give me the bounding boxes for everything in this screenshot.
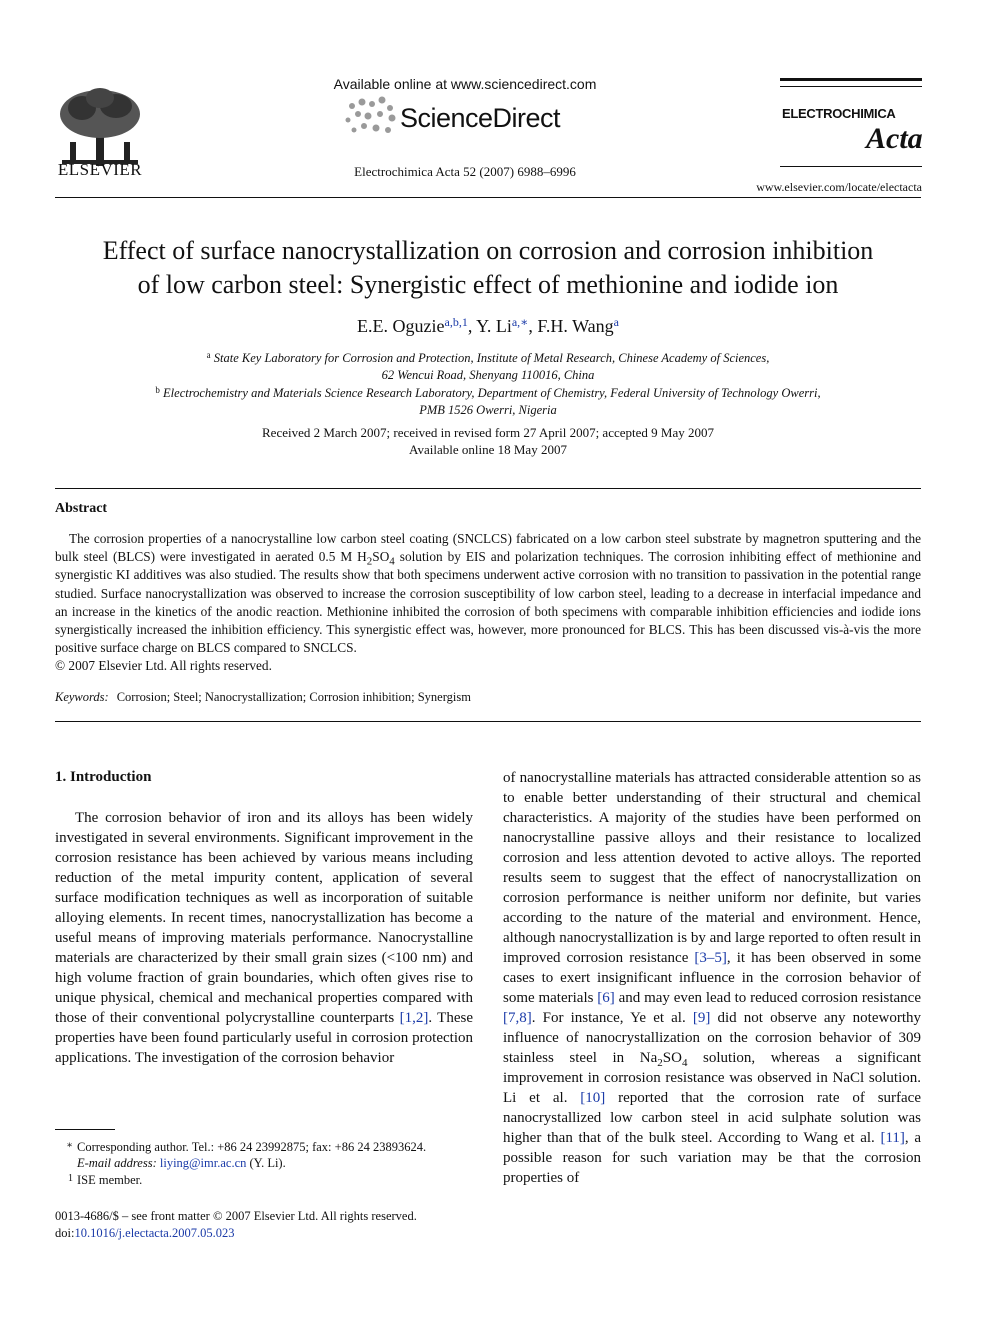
keywords-list: Corrosion; Steel; Nanocrystallization; Corrosion inhibition; Synergism	[116, 690, 471, 704]
affiliation	[55, 385, 921, 419]
email-label: E-mail address:	[77, 1156, 157, 1170]
left-column-text	[55, 808, 473, 1068]
footnote-mark: ∗	[66, 1140, 73, 1151]
reference-link[interactable]: [11]	[880, 1130, 905, 1146]
available-date: Available online 18 May 2007	[409, 442, 567, 457]
doi-label: doi:	[55, 1226, 75, 1240]
article-history	[55, 424, 921, 458]
received-dates: Received 2 March 2007; received in revised form 27 April 2007; accepted 9 May 2007	[262, 425, 714, 440]
author-affiliation-mark[interactable]: a	[613, 315, 619, 329]
body-text: and may even lead to reduced corrosion resistance	[614, 990, 921, 1006]
keywords	[55, 690, 921, 705]
available-online-notice[interactable]: Available online at www.sciencedirect.com	[333, 76, 597, 92]
title-line: Effect of surface nanocrystallization on corrosion and corrosion inhibition	[102, 236, 874, 265]
body-text: . These properties have been found particularly useful in corrosion protection applications. The investigation of the corrosion behavior	[55, 1010, 474, 1066]
author-affiliation-mark[interactable]: a,b,1	[444, 315, 468, 329]
footnote-rule	[55, 1129, 115, 1130]
reference-link[interactable]: [9]	[692, 1010, 711, 1026]
abstract-body	[55, 530, 921, 676]
journal-logo-rule	[780, 86, 922, 87]
journal-logo-title: ELECTROCHIMICA	[782, 106, 896, 121]
keywords-label: Keywords:	[55, 690, 109, 704]
author-affiliation-mark[interactable]: a,∗	[511, 315, 529, 329]
sciencedirect-brand: ScienceDirect	[400, 103, 561, 133]
article-title	[55, 234, 921, 302]
publisher-name: ELSEVIER	[57, 160, 143, 179]
affiliation-line: State Key Laboratory for Corrosion and Protection, Institute of Metal Research, Chinese Academy of Sciences,	[213, 351, 770, 365]
affiliation-line: 62 Wencui Road, Shenyang 110016, China	[381, 368, 595, 382]
reference-link[interactable]: [10]	[580, 1090, 606, 1106]
affiliation	[55, 350, 921, 384]
footnote-corresponding	[55, 1138, 473, 1188]
journal-logo-rule	[780, 78, 922, 81]
abstract-text: The corrosion properties of a nanocrystalline low carbon steel coating (SNCLCS) fabricated on a low carbon steel substrate by magnetron sputtering and the bulk steel (BLCS) were investigated in aerated 0.5 M H	[55, 531, 921, 565]
abstract-top-rule	[55, 488, 921, 489]
body-text: of nanocrystalline materials has attracted considerable attention so as to enable better understanding of their structural and chemical characteristics. A majority of the studies have been performed on nanocrystalline passive alloys and their resistance to localized corrosion and less attention devoted to active alloys. The reported results seem to suggest that the effect of nanocrystallization on corrosion performance is neither uniform nor definite, but varies according to the nature of the material and environment. Hence, although nanocrystallization is by and large reported to often result in improved corrosion resistance	[503, 770, 921, 966]
email-link[interactable]: liying@imr.ac.cn	[159, 1156, 247, 1170]
author-name: Y. Li	[476, 316, 512, 336]
author-list	[55, 316, 921, 337]
footnote-text: ISE member.	[77, 1173, 143, 1187]
affiliation-mark: b	[155, 385, 160, 395]
author-separator: ,	[467, 316, 477, 336]
front-matter	[55, 1208, 417, 1242]
journal-logo-rule	[780, 166, 922, 167]
issn-line: 0013-4686/$ – see front matter © 2007 Elsevier Ltd. All rights reserved.	[55, 1209, 417, 1223]
affiliation-line: Electrochemistry and Materials Science Research Laboratory, Department of Chemistry, Federal University of Technology Owerri,	[163, 386, 821, 400]
reference-link[interactable]: [7,8]	[503, 1010, 532, 1026]
title-line: of low carbon steel: Synergistic effect of methionine and iodide ion	[137, 270, 839, 299]
abstract-heading: Abstract	[55, 501, 108, 516]
subscript: 4	[389, 555, 395, 568]
footnote-text: Corresponding author. Tel.: +86 24 23992875; fax: +86 24 23893624.	[77, 1140, 427, 1154]
subscript: 2	[366, 555, 373, 568]
subscript: 4	[681, 1057, 688, 1069]
journal-logo-acta: Acta	[866, 122, 923, 155]
journal-citation: Electrochimica Acta 52 (2007) 6988–6996	[354, 164, 576, 179]
section-heading-introduction: 1. Introduction	[55, 769, 152, 785]
body-text: reported that the corrosion rate of surface nanocrystallized low carbon steel in acid sulphate solution was higher than that of the bulk steel. According to Wang et al.	[503, 1090, 921, 1146]
journal-homepage-link[interactable]: www.elsevier.com/locate/electacta	[756, 180, 922, 194]
header-divider	[55, 197, 921, 198]
reference-link[interactable]: [6]	[597, 990, 615, 1006]
body-text: SO	[662, 1050, 682, 1066]
footnote-text: (Y. Li).	[246, 1156, 286, 1170]
abstract-text: SO	[372, 549, 390, 565]
abstract-text: solution by EIS and polarization techniques. The corrosion inhibiting effect of methionine and synergistic KI additives was also studied. The results show that both specimens underwent active corrosion with no transition to passivation in the potential range studied. Surface nanocrystallization was observed to increase the corrosion susceptibility of low carbon steel, leading to a decrease in interfacial impedance and an increase in the kinetics of the anodic reaction. Methionine inhibited the corrosion of both specimens with comparable inhibition efficiencies and iodide ions synergistically increased the inhibition efficiency. This synergistic effect was, however, more pronounced for BLCS. This has been discussed vis-à-vis the more positive surface charge on BLCS compared to SNCLCS.	[55, 549, 921, 656]
author-name: F.H. Wang	[537, 316, 614, 336]
body-text: , a possible reason for such variation may be that the corrosion properties of	[503, 1130, 921, 1186]
right-column-text	[503, 768, 921, 1188]
doi-link[interactable]: 10.1016/j.electacta.2007.05.023	[74, 1226, 235, 1240]
reference-link[interactable]: [3–5]	[694, 950, 727, 966]
copyright-line: © 2007 Elsevier Ltd. All rights reserved.	[55, 658, 272, 674]
subscript: 2	[657, 1057, 663, 1069]
author-separator: ,	[528, 316, 538, 336]
author-name: E.E. Oguzie	[357, 316, 445, 336]
body-text: solution, whereas a significant improvement in corrosion resistance was observed in NaCl solution. Li et al.	[503, 1050, 921, 1106]
abstract-bottom-rule	[55, 721, 921, 722]
footnote-mark: 1	[68, 1173, 73, 1184]
affiliation-line: PMB 1526 Owerri, Nigeria	[419, 403, 557, 417]
reference-link[interactable]: [1,2]	[399, 1010, 429, 1026]
body-text: The corrosion behavior of iron and its alloys has been widely investigated in several environments. Significant improvement in the corrosion resistance has been achieved by various means including reduction of the metal impurity content, application of several surface modification techniques as well as incorporation of suitable alloying elements. In recent times, nanocrystallization has become a useful means of improving materials performance. Nanocrystalline materials are characterized by their small grain sizes (<100 nm) and high volume fraction of grain boundaries, which often gives rise to unique physical, chemical and mechanical properties compared with those of their conventional polycrystalline counterparts	[55, 810, 473, 1026]
body-text: , it has been observed in some cases to exert insignificant influence in the corrosion behavior of some materials	[503, 950, 922, 1006]
body-text: did not observe any noteworthy influence of nanocrystallization on the corrosion behavior of 309 stainless steel in Na	[503, 1010, 921, 1066]
affiliation-mark: a	[206, 350, 211, 360]
body-text: . For instance, Ye et al.	[531, 1010, 693, 1026]
